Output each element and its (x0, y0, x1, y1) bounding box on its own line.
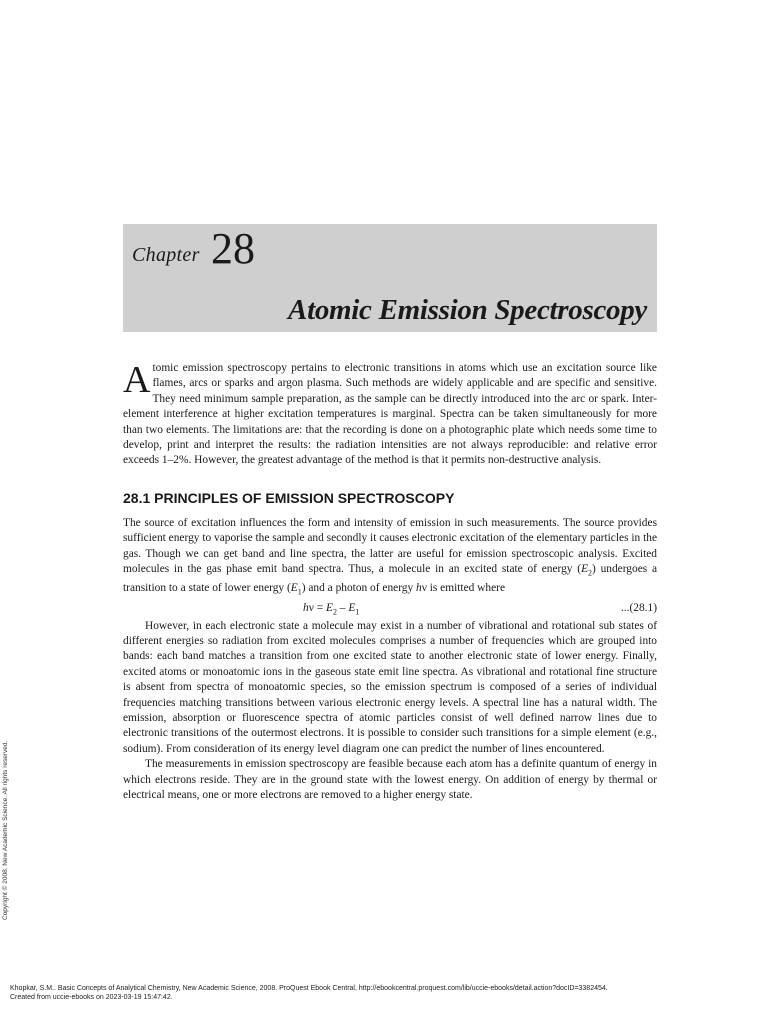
section-body (123, 516, 657, 803)
equation-number: ...(28.1) (620, 601, 657, 614)
footer-created: Created from uccie-ebooks on 2023-03-19 15:47:42. (10, 994, 173, 1001)
equation-text: $h\nu = E_2 - E_1$ (303, 601, 360, 616)
chapter-number: 28 (211, 224, 255, 273)
footer-citation: Khopkar, S.M.. Basic Concepts of Analytical Chemistry, New Academic Science, 2008. ProQuest Ebook Central, http://ebookcentral.proquest.com/lib/uccie-ebooks/detail.action?docID=3382454. (10, 985, 608, 992)
footer (10, 984, 608, 1002)
equation-28-1 (123, 601, 657, 617)
intro-paragraph (123, 361, 657, 469)
section-heading: 28.1 PRINCIPLES OF EMISSION SPECTROSCOPY (123, 490, 455, 506)
drop-cap: A (123, 359, 151, 401)
chapter-title: Atomic Emission Spectroscopy (288, 294, 647, 326)
side-copyright: Copyright © 2008. New Academic Science. All rights reserved. (2, 740, 9, 920)
intro-text: tomic emission spectroscopy pertains to electronic transitions in atoms which use an excitation source like flames, arcs or sparks and argon plasma. Such methods are widely applicable and are specific and sensitive. They need minimum sample preparation, as the sample can be directly introduced into the arc or spark. Inter-element interference at higher excitation temperatures is marginal. Spectra can be taken simultaneously for more than two elements. The limitations are: that the recording is done on a photographic plate which needs some time to develop, print and interpret the results: the radiation intensities are not always reproducible: and relative error exceeds 1–2%. However, the greatest advantage of the method is that it permits non-destructive analysis. (123, 362, 657, 467)
chapter-label: Chapter (132, 244, 200, 266)
paragraph-3: The measurements in emission spectroscopy are feasible because each atom has a definite quantum of energy in which electrons reside. They are in the ground state with the lowest energy. On addition of energy by thermal or electrical means, one or more electrons are removed to a higher energy state. (123, 758, 657, 802)
chapter-banner (123, 224, 657, 332)
paragraph-1: The source of excitation influences the form and intensity of emission in such measurements. The source provides sufficient energy to vaporise the sample and secondly it causes electronic excitation of the elementary particles in the gas. Though we can get band and line spectra, the latter are useful for emission spectroscopic analysis. Excited molecules in the gas phase emit band spectra. Thus, a molecule in an excited state of energy $(E_2)$ undergoes a transition to a state of lower energy $(E_1)$ and a photon of energy hν is emitted where (123, 517, 657, 597)
paragraph-2: However, in each electronic state a molecule may exist in a number of vibrational and rotational sub states of different energies so radiation from excited molecules comprises a number of frequencies which are grouped into bands: each band matches a transition from one excited state to another electronic state of lower energy. Finally, excited atoms or monoatomic ions in the gaseous state emit line spectra. As vibrational and rotational fine structure is absent from spectra of monoatomic species, so the emission spectrum is composed of a series of individual frequencies matching transitions between various electronic energy levels. A spectral line has a natural width. The emission, absorption or fluorescence spectra of atomic particles consist of well defined narrow lines due to electronic transitions of the outermost electrons. It is possible to consider such transitions for a simple element (e.g., sodium). From consideration of its energy level diagram one can predict the number of lines encountered. (123, 619, 657, 755)
